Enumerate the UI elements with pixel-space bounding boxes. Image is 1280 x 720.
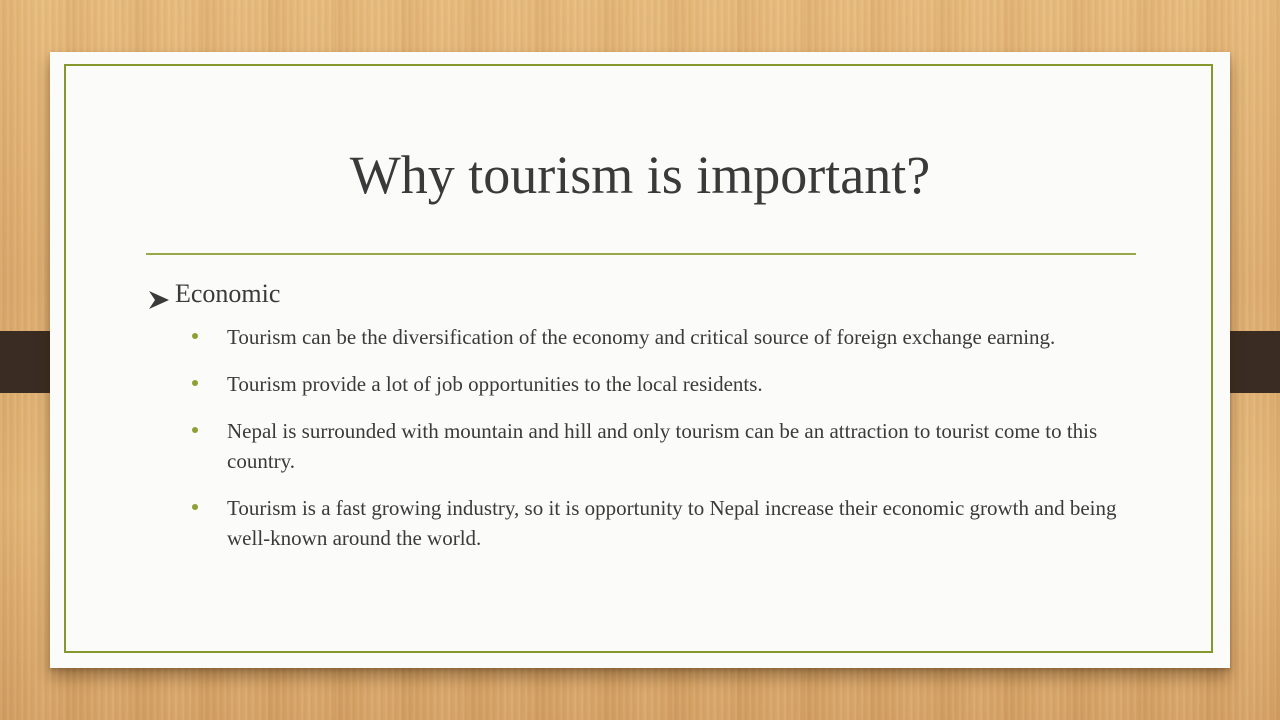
slide-title: Why tourism is important? — [349, 145, 931, 205]
list-item — [147, 322, 1147, 352]
bullet-text: Nepal is surrounded with mountain and hill and only tourism can be an attraction to tourist come to this country. — [227, 419, 1098, 473]
arrow-right-icon — [147, 283, 171, 305]
bullet-dot-icon — [192, 333, 198, 339]
bullet-list — [147, 322, 1147, 553]
bullet-dot-icon — [192, 427, 198, 433]
list-item — [147, 493, 1147, 553]
list-item — [147, 416, 1147, 476]
bullet-dot-icon — [192, 380, 198, 386]
bullet-text: Tourism provide a lot of job opportunities to the local residents. — [227, 372, 763, 396]
bullet-dot-icon — [192, 504, 198, 510]
section-heading-row — [147, 274, 1147, 314]
title-divider — [146, 253, 1136, 255]
slide-body — [147, 274, 1147, 570]
list-item — [147, 369, 1147, 399]
bullet-text: Tourism is a fast growing industry, so it is opportunity to Nepal increase their economic growth and being well-known around the world. — [227, 496, 1117, 550]
slide-paper — [50, 52, 1230, 668]
section-heading: Economic — [175, 279, 281, 308]
bullet-text: Tourism can be the diversification of the economy and critical source of foreign exchange earning. — [227, 325, 1056, 349]
